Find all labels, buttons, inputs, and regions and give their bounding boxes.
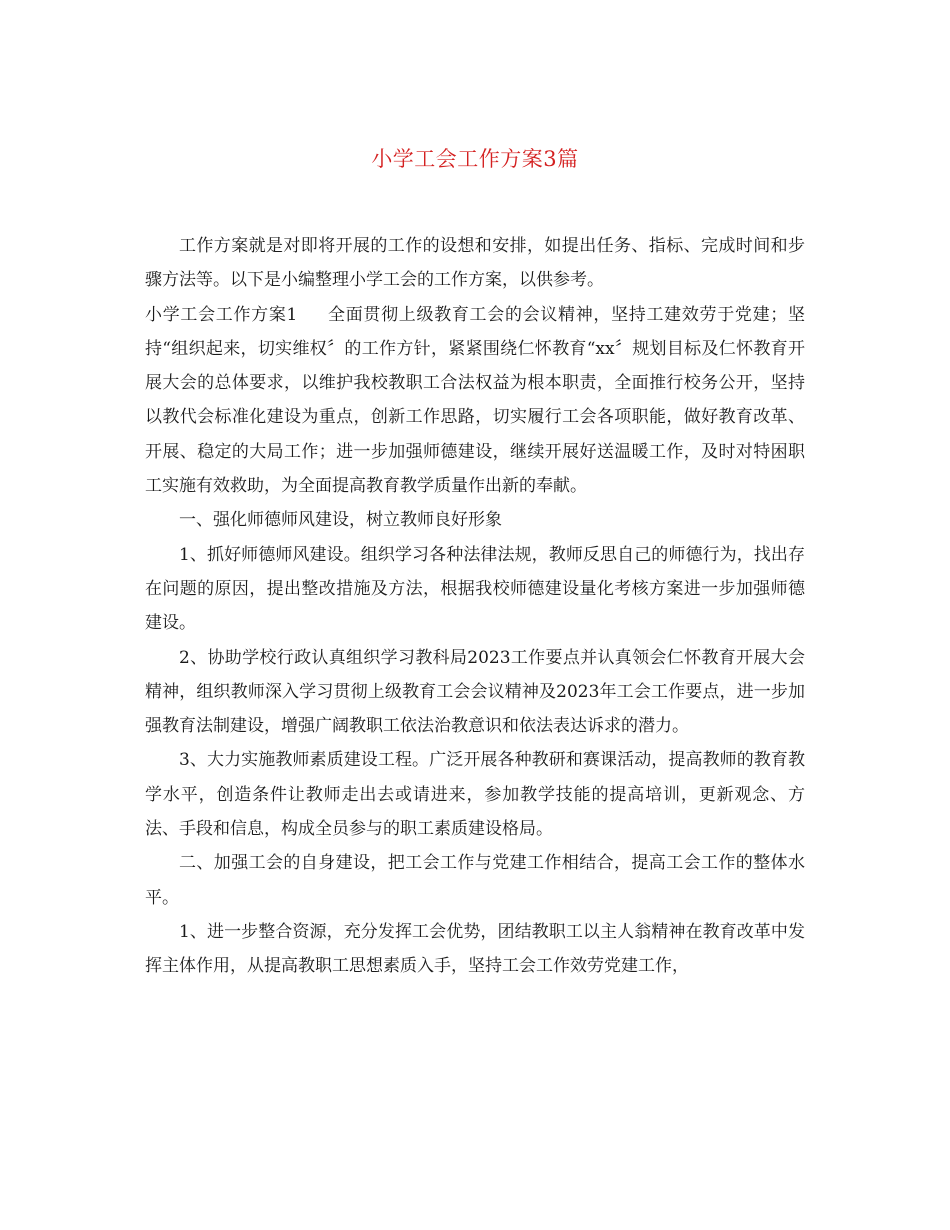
section1-heading: 一、强化师德师风建设，树立教师良好形象 — [179, 510, 502, 531]
section2-heading: 二、加强工会的自身建设，把工会工作与党建工作相结合，提高工会工作的整体水平。 — [145, 853, 805, 908]
document-body — [145, 229, 805, 984]
document-title: 小学工会工作方案3篇 — [371, 147, 579, 171]
section1-item2: 2、协助学校行政认真组织学习教科局2023工作要点并认真领会仁怀教育开展大会精神，组织教师深入学习贯彻上级教育工会会议精神及2023年工会工作要点，进一步加强教育法制建设，增强广阔教职工依法治教意识和依法表达诉求的潜力。 — [145, 647, 805, 737]
intro-paragraph: 工作方案就是对即将开展的工作的设想和安排，如提出任务、指标、完成时间和步骤方法等。以下是小编整理小学工会的工作方案，以供参考。 — [145, 236, 805, 291]
plan1-heading: 小学工会工作方案1 — [145, 304, 298, 325]
section1-item1: 1、抓好师德师风建设。组织学习各种法律法规，教师反思自己的师德行为，找出存在问题的原因，提出整改措施及方法，根据我校师德建设量化考核方案进一步加强师德建设。 — [145, 544, 805, 634]
plan1-text: 全面贯彻上级教育工会的会议精神，坚持工建效劳于党建；坚持“组织起来，切实维权〞的工作方针，紧紧围绕仁怀教育“xx〞规划目标及仁怀教育开展大会的总体要求，以维护我校教职工合法权益为根本职责，全面推行校务公开，坚持以教代会标准化建设为重点，创新工作思路，切实履行工会各项职能，做好教育改革、开展、稳定的大局工作；进一步加强师德建设，继续开展好送温暖工作，及时对特困职工实施有效救助，为全面提高教育教学质量作出新的奉献。 — [145, 304, 805, 497]
plan1-paragraph — [145, 298, 805, 504]
section2-item1: 1、进一步整合资源，充分发挥工会优势，团结教职工以主人翁精神在教育改革中发挥主体作用，从提高教职工思想素质入手，坚持工会工作效劳党建工作， — [145, 921, 805, 977]
section1-item3: 3、大力实施教师素质建设工程。广泛开展各种教研和赛课活动，提高教师的教育教学水平，创造条件让教师走出去或请进来，参加教学技能的提高培训，更新观念、方法、手段和信息，构成全员参与的职工素质建设格局。 — [145, 750, 805, 840]
